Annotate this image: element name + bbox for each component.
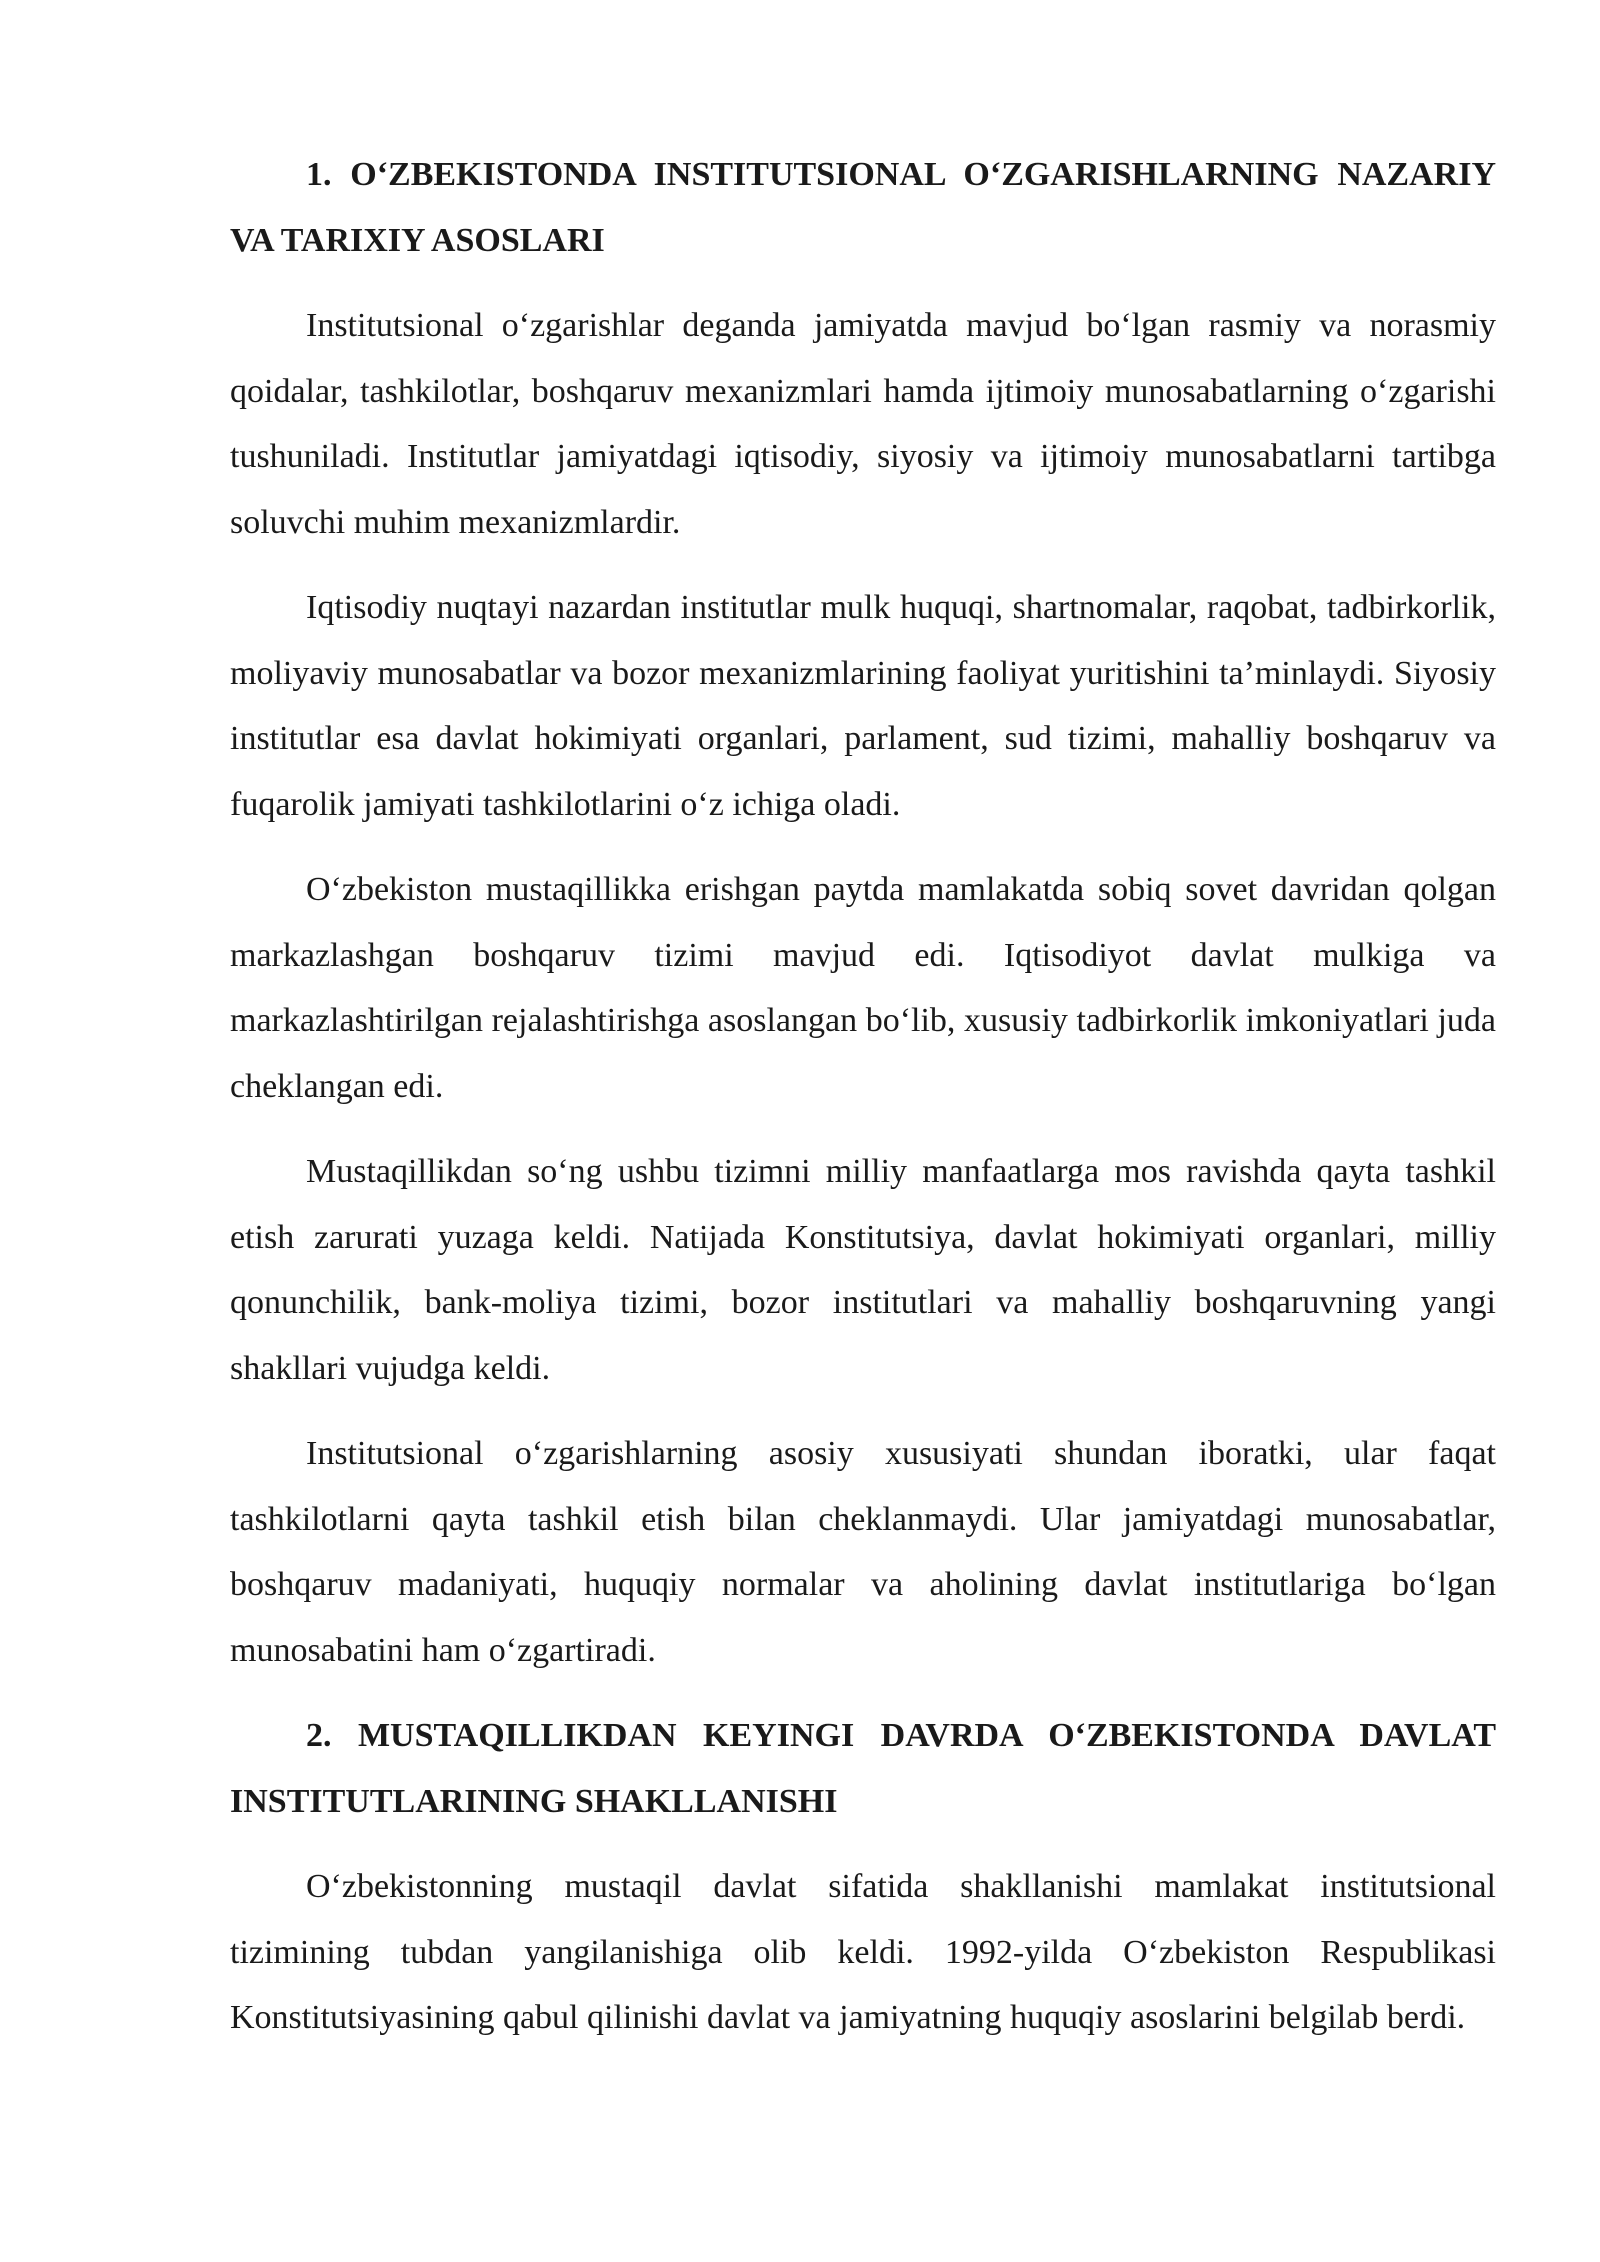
paragraph: Iqtisodiy nuqtayi nazardan institutlar mulk huquqi, shartnomalar, raqobat, tadbirkorlik, moliyaviy munosabatlar va bozor mexanizmlarining faoliyat yuritishini ta’minlaydi. Siyosiy institutlar esa davlat hokimiyati organlari, parlament, sud tizimi, mahalliy boshqaruv va fuqarolik jamiyati tashkilotlarini o‘z ichiga oladi. [230, 589, 1496, 823]
paragraph: Institutsional o‘zgarishlarning asosiy xususiyati shundan iboratki, ular faqat tashkilotlarni qayta tashkil etish bilan cheklanmaydi. Ular jamiyatdagi munosabatlar, boshqaruv madaniyati, huquqiy normalar va aholining davlat institutlariga bo‘lgan munosabatini ham o‘zgartiradi. [230, 1435, 1496, 1669]
paragraph: Institutsional o‘zgarishlar deganda jamiyatda mavjud bo‘lgan rasmiy va norasmiy qoidalar, tashkilotlar, boshqaruv mexanizmlari hamda ijtimoiy munosabatlarning o‘zgarishi tushuniladi. Institutlar jamiyatdagi iqtisodiy, siyosiy va ijtimoiy munosabatlarni tartibga soluvchi muhim mexanizmlardir. [230, 307, 1496, 541]
section-heading: 2. MUSTAQILLIKDAN KEYINGI DAVRDA O‘ZBEKISTONDA DAVLAT INSTITUTLARINING SHAKLLANISHI [230, 1717, 1496, 1820]
paragraph: Mustaqillikdan so‘ng ushbu tizimni milliy manfaatlarga mos ravishda qayta tashkil etish zarurati yuzaga keldi. Natijada Konstitutsiya, davlat hokimiyati organlari, milliy qonunchilik, bank-moliya tizimi, bozor institutlari va mahalliy boshqaruvning yangi shakllari vujudga keldi. [230, 1153, 1496, 1387]
paragraph: O‘zbekistonning mustaqil davlat sifatida shakllanishi mamlakat institutsional tizimining tubdan yangilanishiga olib keldi. 1992-yilda O‘zbekiston Respublikasi Konstitutsiyasining qabul qilinishi davlat va jamiyatning huquqiy asoslarini belgilab berdi. [230, 1868, 1496, 2036]
paragraph: O‘zbekiston mustaqillikka erishgan paytda mamlakatda sobiq sovet davridan qolgan markazlashgan boshqaruv tizimi mavjud edi. Iqtisodiyot davlat mulkiga va markazlashtirilgan rejalashtirishga asoslangan bo‘lib, xususiy tadbirkorlik imkoniyatlari juda cheklangan edi. [230, 871, 1496, 1105]
section-1 [230, 142, 1496, 1683]
document-page [230, 142, 1496, 2071]
section-heading: 1. O‘ZBEKISTONDA INSTITUTSIONAL O‘ZGARISHLARNING NAZARIY VA TARIXIY ASOSLARI [230, 156, 1496, 259]
section-2 [230, 1703, 1496, 2051]
